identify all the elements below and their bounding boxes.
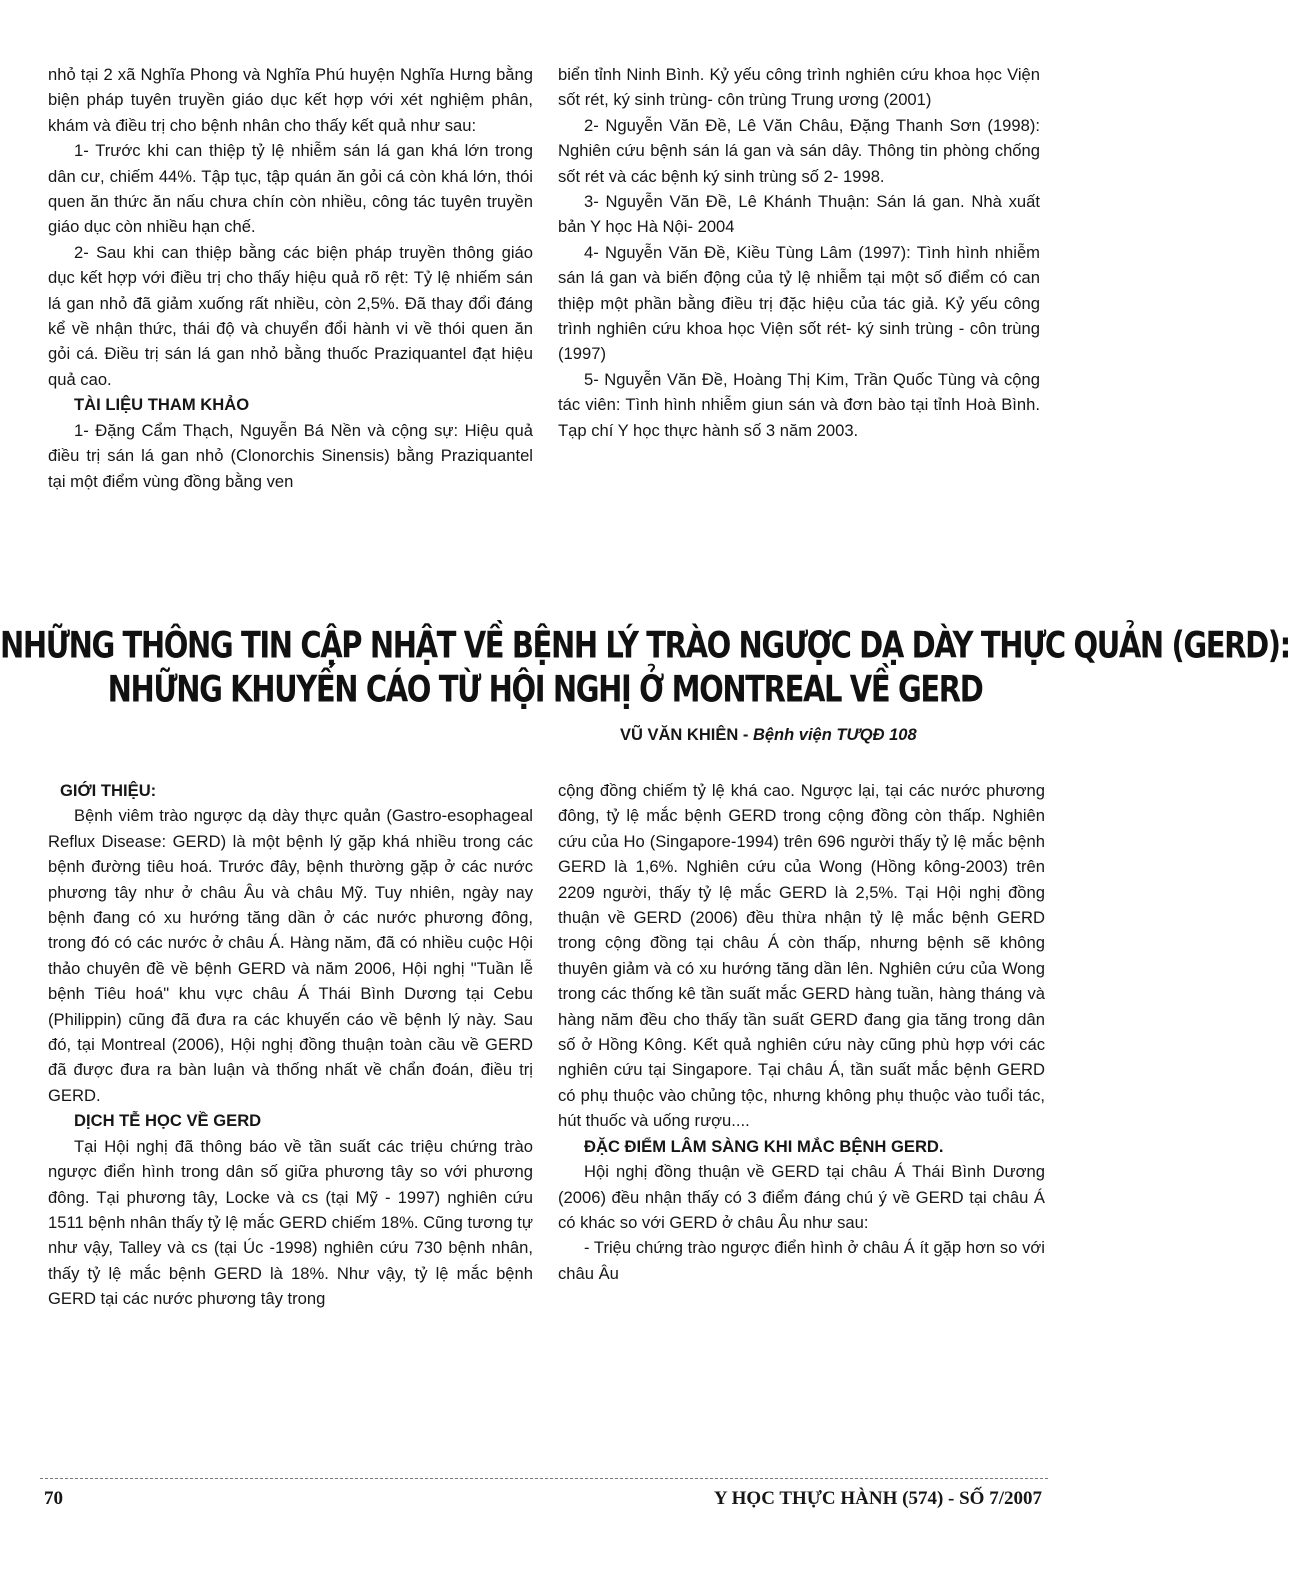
bottom-right-column [558, 778, 1045, 1286]
author-name: VŨ VĂN KHIÊN [620, 726, 739, 744]
author-byline [620, 726, 917, 745]
introduction-heading: GIỚI THIỆU: [60, 781, 157, 800]
epidemiology-continued: cộng đồng chiếm tỷ lệ khá cao. Ngược lại, tại các nước phương đông, tỷ lệ mắc bệnh GERD trong cộng đồng còn thấp. Nghiên cứu của Ho (Singapore-1994) trên 696 người thấy tỷ lệ mắc bệnh GERD là 1,6%. Nghiên cứu của Wong (Hồng kông-2003) trên 2209 người, thấy tỷ lệ mắc GERD là 2,5%. Tại Hội nghị đồng thuận về GERD (2006) đều thừa nhận tỷ lệ mắc bệnh GERD trong cộng đồng tại châu Á còn thấp, nhưng bệnh sẽ không thuyên giảm và có xu hướng tăng dần lên. Nghiên cứu của Wong trong các thống kê tần suất mắc GERD hàng tuần, hàng tháng và hàng năm đều cho thấy tần suất GERD đang gia tăng trong dân số ở Hồng Kông. Kết quả nghiên cứu này cũng phù hợp với các nghiên cứu tại Singapore. Tại châu Á, tần suất mắc bệnh GERD có phụ thuộc vào chủng tộc, nhưng không phụ thuộc vào tuổi tác, hút thuốc và uống rượu.... [558, 781, 1045, 1131]
conclusion-intro: nhỏ tại 2 xã Nghĩa Phong và Nghĩa Phú huyện Nghĩa Hưng bằng biện pháp tuyên truyền giáo dục kết hợp với xét nghiệm phân, khám và điều trị cho bệnh nhân cho thấy kết quả như sau: [48, 65, 533, 135]
article-title-line-2: NHỮNG KHUYẾN CÁO TỪ HỘI NGHỊ Ở MONTREAL VỀ GERD [107, 667, 983, 711]
reference-5: 5- Nguyễn Văn Đề, Hoàng Thị Kim, Trần Quốc Tùng và cộng tác viên: Tình hình nhiễm giun sán và đơn bào tại tỉnh Hoà Bình. Tạp chí Y học thực hành số 3 năm 2003. [558, 369, 1040, 440]
reference-4: 4- Nguyễn Văn Đề, Kiều Tùng Lâm (1997): Tình hình nhiễm sán lá gan và biến động của tỷ lệ nhiễm tại một số điểm có can thiệp một phần bằng điều trị đặc hiệu của tác giả. Kỷ yếu công trình nghiên cứu khoa học Viện sốt rét- ký sinh trùng - côn trùng (1997) [558, 242, 1040, 364]
conclusion-point-1: 1- Trước khi can thiệp tỷ lệ nhiễm sán lá gan khá lớn trong dân cư, chiếm 44%. Tập tục, tập quán ăn gỏi cá còn khá lớn, thói quen ăn thức ăn nấu chưa chín còn nhiều, công tác tuyên truyền giáo dục còn nhiều hạn chế. [48, 141, 533, 237]
conclusion-point-2: 2- Sau khi can thiệp bằng các biện pháp truyền thông giáo dục kết hợp với điều trị cho thấy hiệu quả rõ rệt: Tỷ lệ nhiếm sán lá gan nhỏ đã giảm xuống rất nhiều, còn 2,5%. Đã thay đổi đáng kể về nhận thức, thái độ và chuyển đổi hành vi về thói quen ăn gỏi cá. Điều trị sán lá gan nhỏ bằng thuốc Praziquantel đạt hiệu quả cao. [48, 242, 533, 389]
epidemiology-paragraph: Tại Hội nghị đã thông báo về tần suất các triệu chứng trào ngược điển hình trong dân số giữa phương tây so với phương đông. Tại phương tây, Locke và cs (tại Mỹ - 1997) nghiên cứu 1511 bệnh nhân thấy tỷ lệ mắc GERD chiếm 18%. Cũng tương tự như vậy, Talley và cs (tại Úc -1998) nghiên cứu 730 bệnh nhân, thấy tỷ lệ mắc bệnh GERD là 18%. Như vậy, tỷ lệ mắc bệnh GERD tại các nước phương tây trong [48, 1136, 533, 1309]
page-number: 70 [44, 1488, 63, 1509]
reference-1: 1- Đặng Cẩm Thạch, Nguyễn Bá Nền và cộng sự: Hiệu quả điều trị sán lá gan nhỏ (Clonorchis Sinensis) bằng Praziquantel tại một điểm vùng đồng bằng ven [48, 420, 533, 491]
reference-3: 3- Nguyễn Văn Đề, Lê Khánh Thuận: Sán lá gan. Nhà xuất bản Y học Hà Nội- 2004 [558, 192, 1040, 237]
author-separator: - [738, 726, 753, 744]
introduction-paragraph: Bệnh viêm trào ngược dạ dày thực quản (Gastro-esophageal Reflux Disease: GERD) là một bệnh lý gặp khá nhiều trong các bệnh đường tiêu hoá. Trước đây, bệnh thường gặp ở các nước phương tây như ở châu Âu và châu Mỹ. Tuy nhiên, ngày nay bệnh đang có xu hướng tăng dần ở các nước phương đông, trong đó có các nước ở châu Á. Hàng năm, đã có nhiều cuộc Hội thảo chuyên đề về bệnh GERD và năm 2006, Hội nghị "Tuần lễ bệnh Tiêu hoá" khu vực châu Á Thái Bình Dương tại Cebu (Philippin) cũng đã đưa ra các khuyến cáo về bệnh lý này. Sau đó, tại Montreal (2006), Hội nghị đồng thuận toàn cầu về GERD đã được đưa ra bàn luận và thống nhất về chẩn đoán, điều trị GERD. [48, 806, 533, 1105]
reference-2: 2- Nguyễn Văn Đề, Lê Văn Châu, Đặng Thanh Sơn (1998): Nghiên cứu bệnh sán lá gan và sán dây. Thông tin phòng chống sốt rét và các bệnh ký sinh trùng số 2- 1998. [558, 115, 1040, 186]
clinical-bullet-1: - Triệu chứng trào ngược điển hình ở châu Á ít gặp hơn so với châu Âu [558, 1238, 1045, 1283]
bottom-left-column [48, 778, 533, 1312]
journal-issue: Y HỌC THỰC HÀNH (574) - SỐ 7/2007 [713, 1488, 1042, 1509]
article-title-line-1: NHỮNG THÔNG TIN CẬP NHẬT VỀ BỆNH LÝ TRÀO NGƯỢC DẠ DÀY THỰC QUẢN (GERD): [0, 623, 1290, 667]
clinical-features-paragraph: Hội nghị đồng thuận về GERD tại châu Á Thái Bình Dương (2006) đều nhận thấy có 3 điểm đáng chú ý về GERD tại châu Á có khác so với GERD ở châu Âu như sau: [558, 1162, 1045, 1232]
references-heading: TÀI LIỆU THAM KHẢO [74, 395, 250, 415]
top-right-column [558, 62, 1040, 443]
clinical-features-heading: ĐẶC ĐIỂM LÂM SÀNG KHI MẮC BỆNH GERD. [584, 1136, 944, 1156]
epidemiology-heading: DỊCH TỄ HỌC VỀ GERD [74, 1111, 262, 1131]
footer-divider [40, 1478, 1048, 1479]
author-affiliation: Bệnh viện TƯQĐ 108 [752, 726, 917, 744]
top-left-column [48, 62, 533, 494]
reference-1-continued: biển tỉnh Ninh Bình. Kỷ yếu công trình nghiên cứu khoa học Viện sốt rét, ký sinh trùng- côn trùng Trung ương (2001) [558, 65, 1040, 110]
